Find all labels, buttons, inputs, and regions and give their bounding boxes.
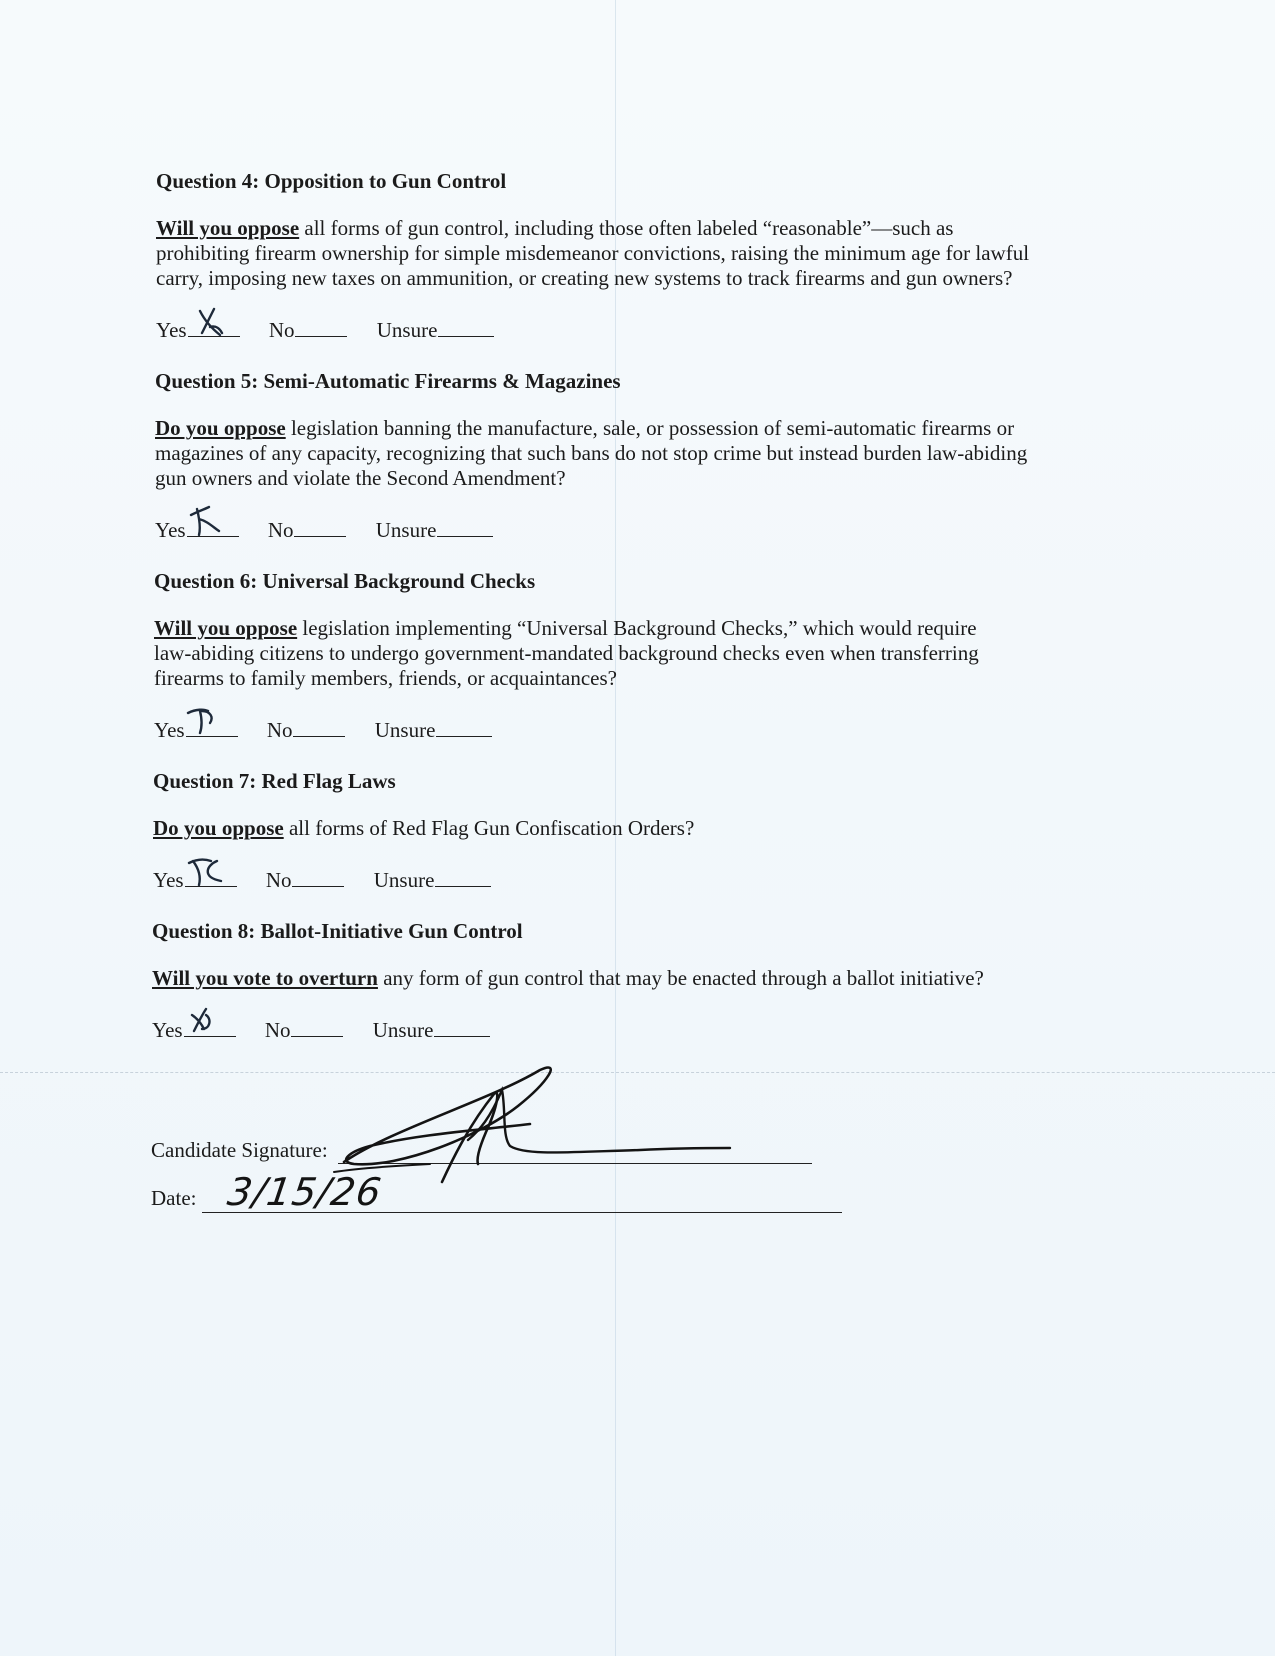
handwritten-x-mark-icon xyxy=(183,855,225,889)
question-title: Question 8: Ballot-Initiative Gun Control xyxy=(152,919,523,943)
question-body: Will you oppose legislation implementing “Universal Background Checks,” which would require law-abiding citizens to undergo government-mandated background checks even when transferring firearms to family members, friends, or acquaintances? xyxy=(154,616,979,690)
unsure-option[interactable]: Unsure xyxy=(376,517,494,543)
date-row xyxy=(151,1186,196,1211)
answer-options xyxy=(156,317,1029,343)
question-lead: Will you vote to overturn xyxy=(152,966,378,990)
yes-option[interactable]: Yes xyxy=(152,1017,236,1043)
question-4 xyxy=(156,168,1029,343)
signature-label: Candidate Signature: xyxy=(151,1138,328,1162)
date-label: Date: xyxy=(151,1186,197,1210)
answer-options xyxy=(155,517,1027,543)
handwritten-date: 3/15/26 xyxy=(224,1170,385,1214)
unsure-blank[interactable] xyxy=(437,518,493,537)
answer-options xyxy=(154,717,979,743)
question-body: Do you oppose all forms of Red Flag Gun Confiscation Orders? xyxy=(153,816,695,840)
handwritten-x-mark-icon xyxy=(184,705,226,739)
question-title: Question 5: Semi-Automatic Firearms & Magazines xyxy=(155,369,621,393)
question-body: Will you oppose all forms of gun control, including those often labeled “reasonable”—such as prohibiting firearm ownership for simple misdemeanor convictions, raising the minimum age for lawful carry, imposing new taxes on ammunition, or creating new systems to track firearms and gun owners? xyxy=(156,216,1030,290)
yes-option[interactable]: Yes xyxy=(153,867,237,893)
question-7 xyxy=(153,768,694,893)
no-option[interactable]: No xyxy=(269,317,348,343)
question-lead: Will you oppose xyxy=(156,216,300,240)
unsure-blank[interactable] xyxy=(435,868,491,887)
question-title: Question 7: Red Flag Laws xyxy=(153,769,396,793)
no-blank[interactable] xyxy=(293,718,345,737)
no-option[interactable]: No xyxy=(265,1017,344,1043)
yes-option[interactable]: Yes xyxy=(156,317,240,343)
handwritten-x-mark-icon xyxy=(184,1005,226,1039)
unsure-option[interactable]: Unsure xyxy=(377,317,495,343)
no-blank[interactable] xyxy=(292,868,344,887)
handwritten-x-mark-icon xyxy=(185,505,227,539)
question-title: Question 6: Universal Background Checks xyxy=(154,569,536,593)
yes-option[interactable]: Yes xyxy=(155,517,239,543)
no-option[interactable]: No xyxy=(266,867,345,893)
unsure-blank[interactable] xyxy=(438,318,494,337)
question-lead: Will you oppose xyxy=(154,616,298,640)
no-blank[interactable] xyxy=(291,1018,343,1037)
handwritten-x-mark-icon xyxy=(190,305,232,339)
question-5 xyxy=(155,368,1027,543)
question-lead: Do you oppose xyxy=(153,816,284,840)
question-8 xyxy=(152,918,984,1043)
answer-options xyxy=(153,867,694,893)
answer-options xyxy=(152,1017,984,1043)
no-option[interactable]: No xyxy=(268,517,347,543)
unsure-option[interactable]: Unsure xyxy=(374,867,492,893)
question-6 xyxy=(154,568,979,743)
handwritten-signature-icon xyxy=(330,1060,760,1210)
question-lead: Do you oppose xyxy=(155,416,286,440)
no-blank[interactable] xyxy=(295,318,347,337)
question-body: Will you vote to overturn any form of gun control that may be enacted through a ballot initiative? xyxy=(152,966,984,990)
unsure-option[interactable]: Unsure xyxy=(373,1017,491,1043)
question-body: Do you oppose legislation banning the manufacture, sale, or possession of semi-automatic firearms or magazines of any capacity, recognizing that such bans do not stop crime but instead burden law-abiding gun owners and violate the Second Amendment? xyxy=(155,416,1028,490)
question-title: Question 4: Opposition to Gun Control xyxy=(156,169,507,193)
unsure-blank[interactable] xyxy=(434,1018,490,1037)
yes-option[interactable]: Yes xyxy=(154,717,238,743)
no-option[interactable]: No xyxy=(267,717,346,743)
unsure-blank[interactable] xyxy=(436,718,492,737)
unsure-option[interactable]: Unsure xyxy=(375,717,493,743)
no-blank[interactable] xyxy=(294,518,346,537)
signature-row xyxy=(151,1138,328,1163)
